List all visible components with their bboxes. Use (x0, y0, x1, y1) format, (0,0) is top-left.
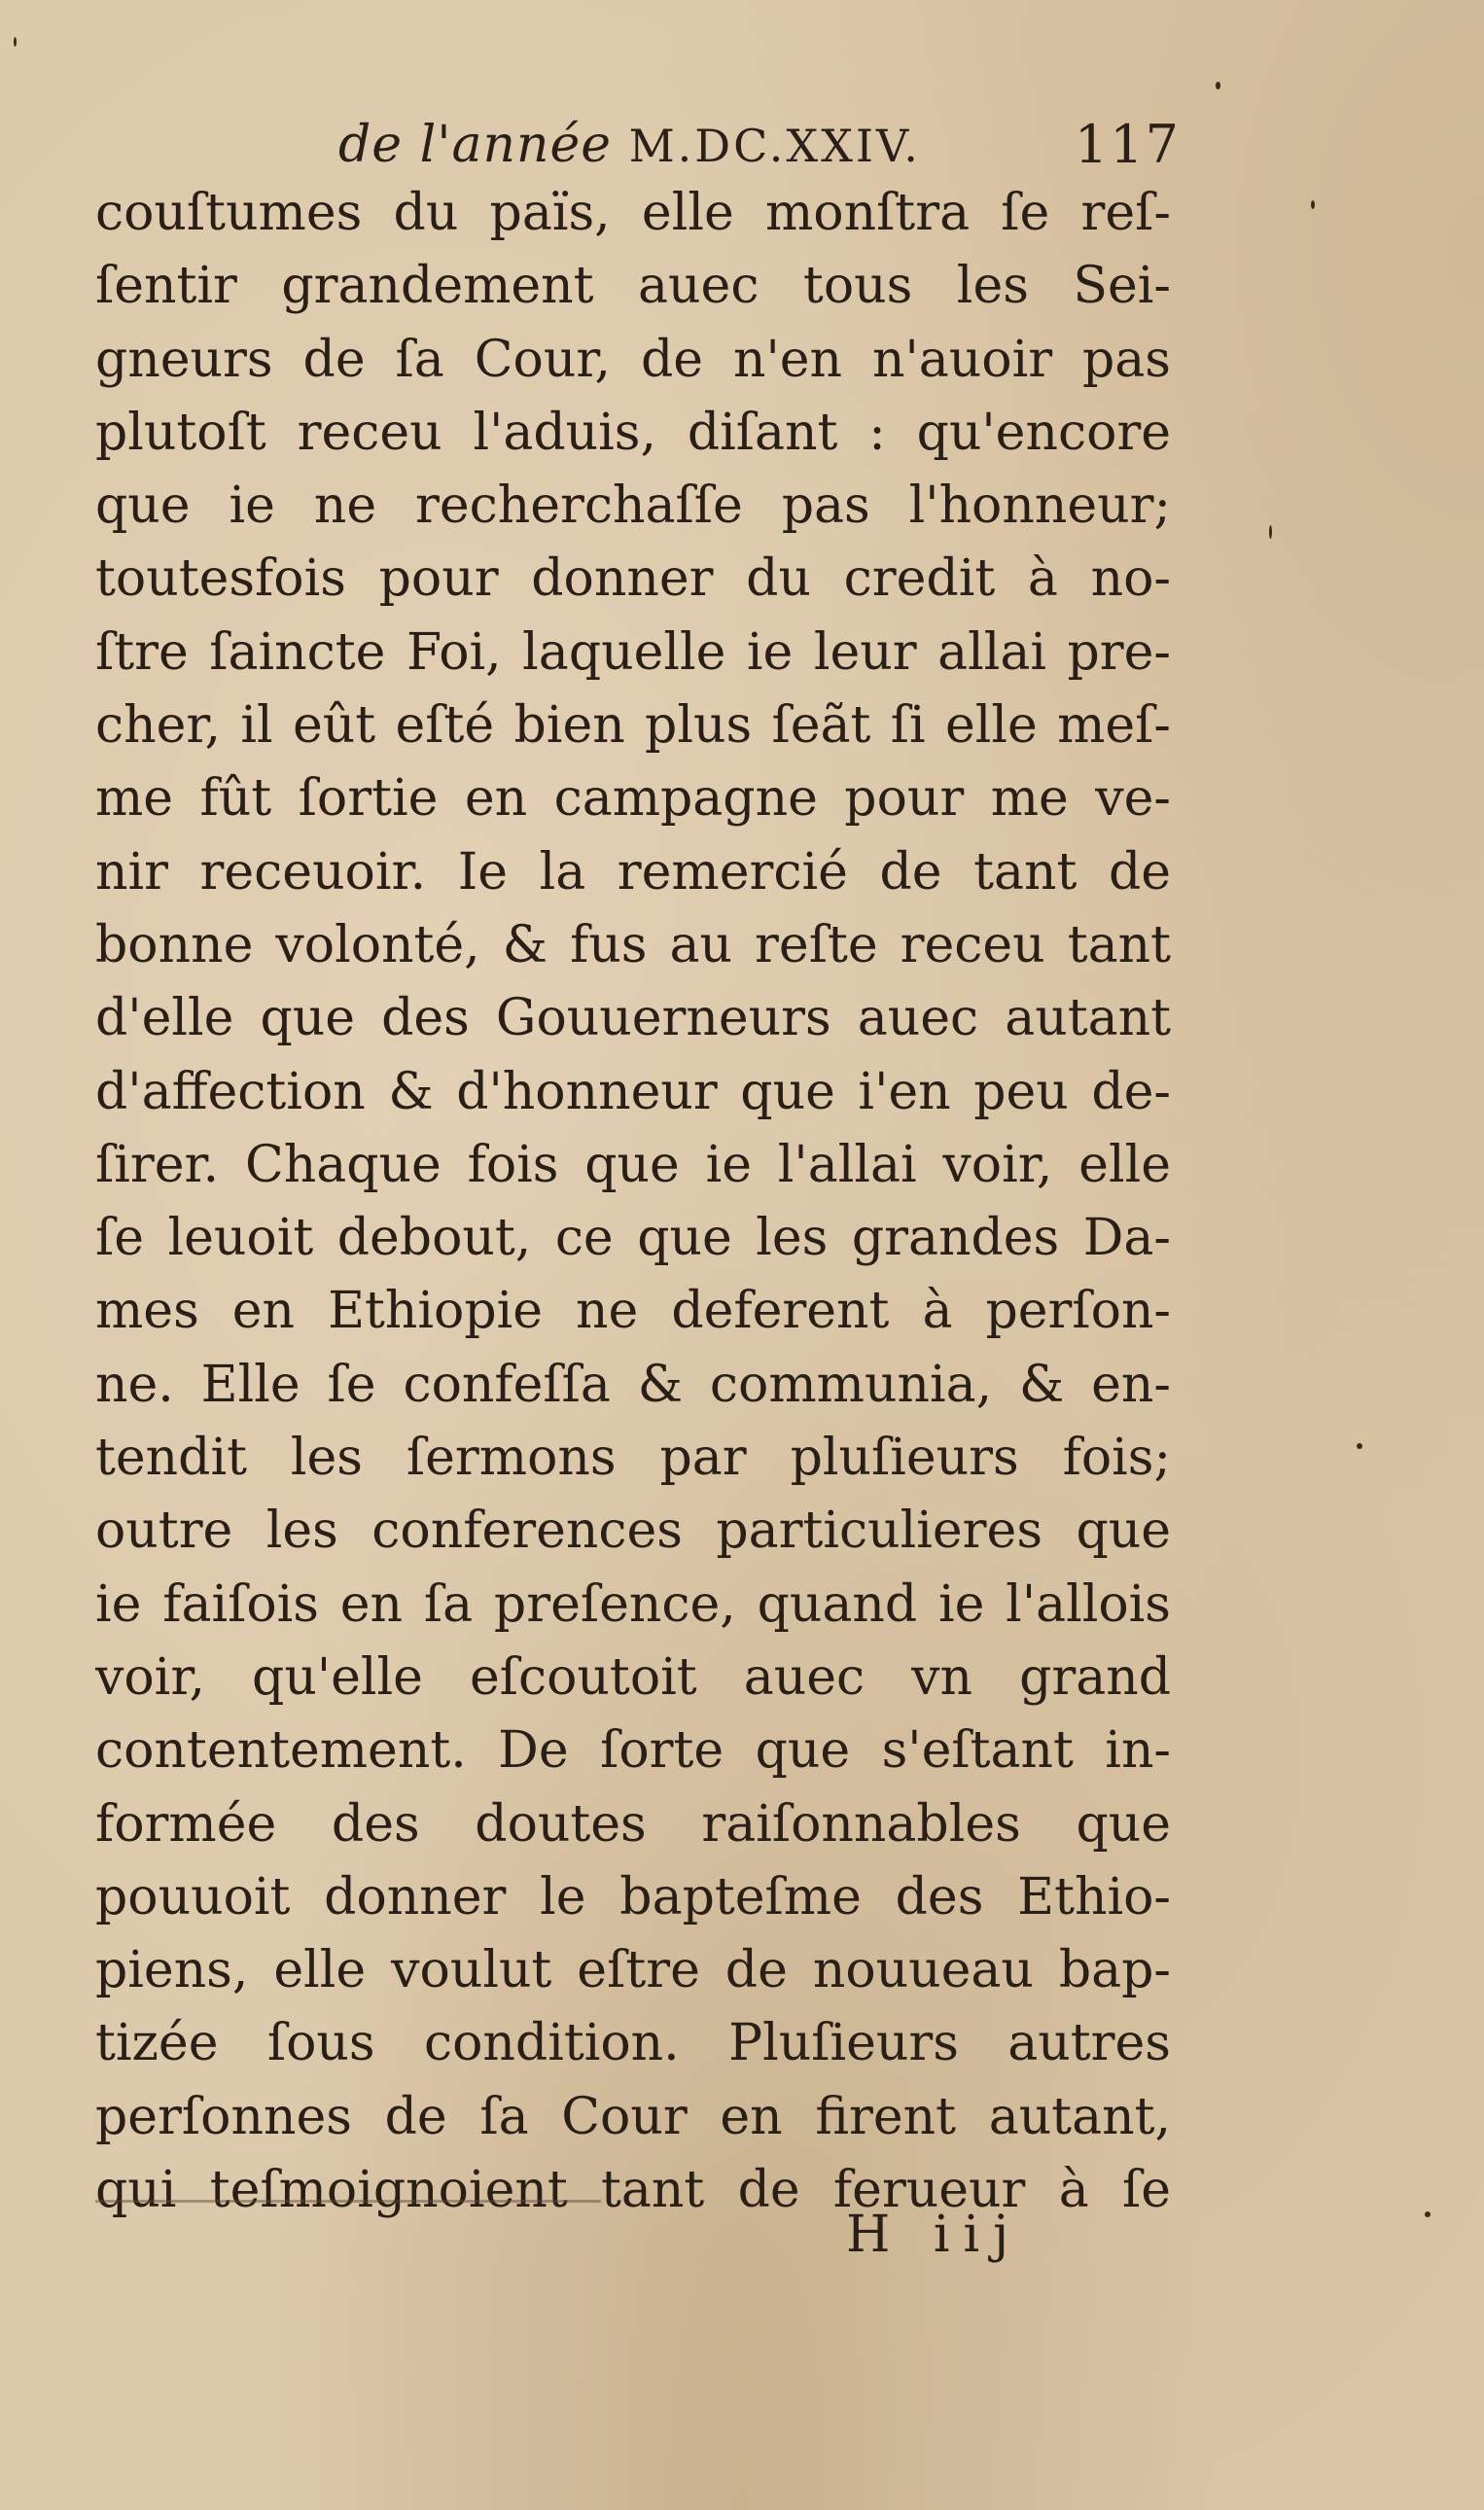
running-title-prefix: de l'année (338, 116, 613, 174)
ink-speck (14, 37, 17, 47)
ink-speck (1357, 1443, 1362, 1449)
text-line: mes en Ethiopie ne deferent à perſon- (95, 1282, 1171, 1341)
text-line: gneurs de ſa Cour, de n'en n'auoir pas (95, 330, 1171, 389)
body-text (95, 177, 1171, 2227)
text-line: toutesfois pour donner du credit à no- (95, 549, 1171, 609)
text-line: plutoſt receu l'aduis, diſant : qu'encore (95, 403, 1171, 462)
ink-speck (1425, 2211, 1431, 2217)
page-number: 117 (1074, 114, 1181, 175)
text-line: ſirer. Chaque fois que ie l'allai voir, elle (95, 1135, 1171, 1194)
text-line: contentement. De ſorte que s'eſtant in- (95, 1721, 1171, 1781)
text-line: cher, il eût eſté bien plus ſeãt ſi elle meſ- (95, 696, 1171, 756)
text-line: d'elle que des Gouuerneurs auec autant (95, 989, 1171, 1048)
text-line: ne. Elle ſe confeſſa & communia, & en- (95, 1355, 1171, 1414)
text-line: nir receuoir. Ie la remercié de tant de (95, 842, 1171, 901)
text-line: outre les conferences particulieres que (95, 1502, 1171, 1561)
underline-smudge (95, 2200, 601, 2203)
text-line: pouuoit donner le bapteſme des Ethio- (95, 1867, 1171, 1927)
running-title-year: M.DC.XXIV. (628, 120, 921, 172)
text-line: d'affection & d'honneur que i'en peu de- (95, 1062, 1171, 1121)
text-line: bonne volonté, & fus au reſte receu tant (95, 915, 1171, 974)
text-line: formée des doutes raiſonnables que (95, 1794, 1171, 1854)
ink-speck (1269, 525, 1272, 539)
text-line: me fût ſortie en campagne pour me ve- (95, 769, 1171, 829)
text-line: voir, qu'elle eſcoutoit auec vn grand (95, 1647, 1171, 1707)
text-line: que ie ne recherchaſſe pas l'honneur; (95, 477, 1171, 536)
text-line: tendit les ſermons par pluſieurs fois; (95, 1429, 1171, 1488)
signature-mark: H iij (846, 2206, 1023, 2264)
text-line: tizée ſous condition. Pluſieurs autres (95, 2014, 1171, 2073)
text-line: ie faiſois en ſa preſence, quand ie l'allois (95, 1574, 1171, 1634)
text-line: ſentir grandement auec tous les Sei- (95, 257, 1171, 316)
text-line: couſtumes du païs, elle monſtra ſe reſ- (95, 184, 1171, 242)
running-title (338, 105, 921, 186)
text-line: ſe leuoit debout, ce que les grandes Da- (95, 1209, 1171, 1268)
text-line: qui teſmoignoient tant de ferueur à ſe (95, 2161, 1171, 2220)
text-line: piens, elle voulut eſtre de nouueau bap- (95, 1941, 1171, 2000)
running-header (338, 105, 1181, 185)
ink-speck (1311, 200, 1315, 209)
ink-speck (1216, 82, 1220, 89)
text-line: ſtre ſaincte Foi, laquelle ie leur allai pre- (95, 622, 1171, 682)
text-line: perſonnes de ſa Cour en firent autant, (95, 2087, 1171, 2146)
